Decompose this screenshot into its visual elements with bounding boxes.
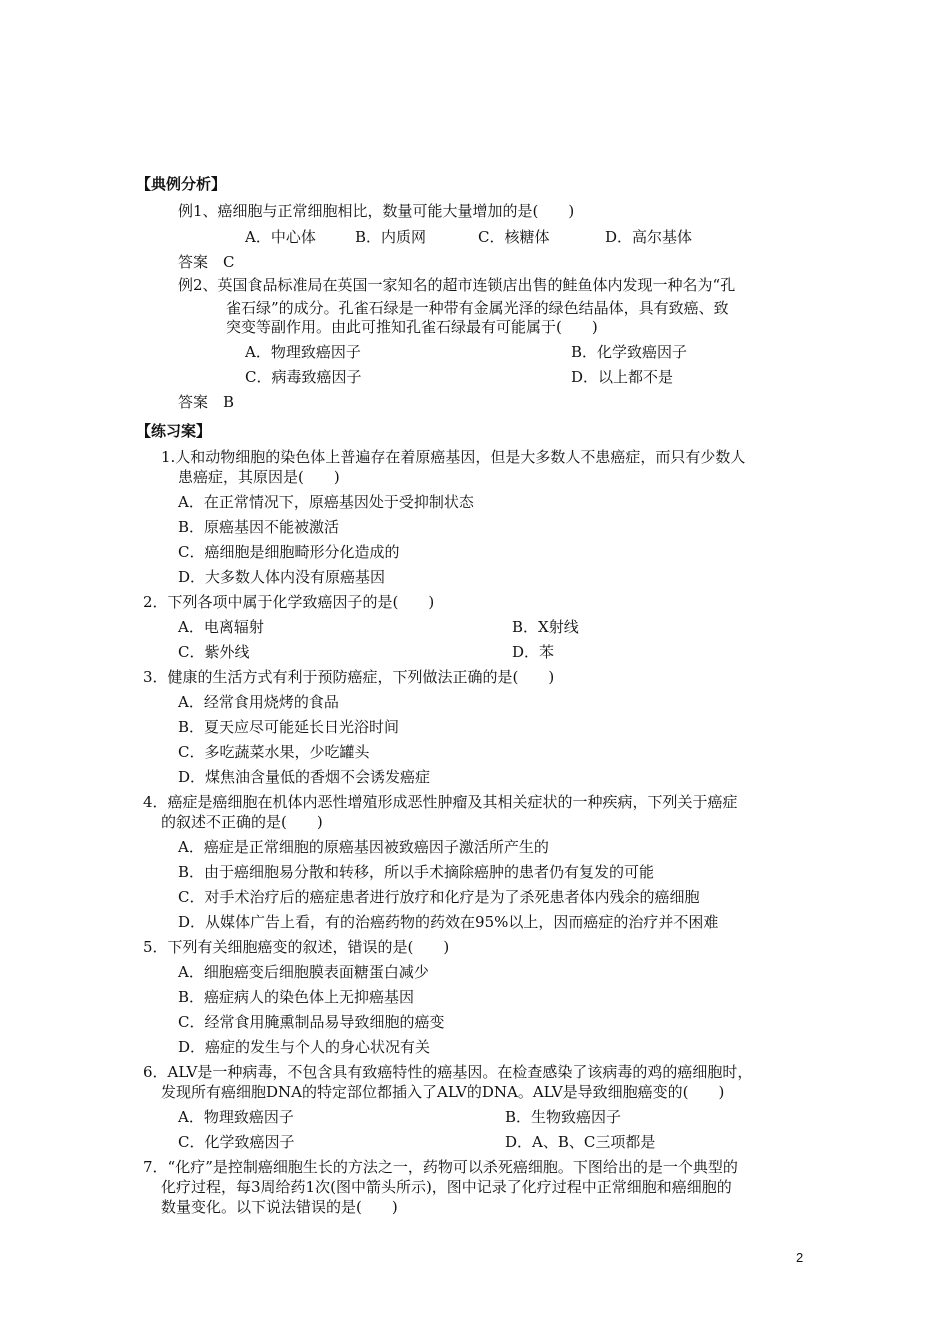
- question-4-option-a: A．癌症是正常细胞的原癌基因被致癌因子激活所产生的: [178, 838, 549, 856]
- question-1-line-2: 患癌症，其原因是( ): [178, 468, 340, 486]
- question-6-line-2: 发现所有癌细胞DNA的特定部位都插入了ALV的DNA。ALV是导致细胞癌变的( ): [161, 1083, 725, 1101]
- example-1-option-a: A．中心体: [245, 228, 316, 246]
- example-2-option-c: C．病毒致癌因子: [245, 368, 362, 386]
- question-5-option-b: B．癌症病人的染色体上无抑癌基因: [178, 988, 415, 1006]
- example-2-option-a: A．物理致癌因子: [245, 343, 361, 361]
- example-1-question: 例1、癌细胞与正常细胞相比，数量可能大量增加的是( ): [178, 202, 575, 220]
- question-3-option-a: A．经常食用烧烤的食品: [178, 693, 339, 711]
- example-1-option-b: B．内质网: [355, 228, 427, 246]
- question-1-option-a: A．在正常情况下，原癌基因处于受抑制状态: [178, 493, 474, 511]
- question-1-line-1: 1.人和动物细胞的染色体上普遍存在着原癌基因，但是大多数人不患癌症，而只有少数人: [161, 448, 746, 466]
- question-6-option-b: B．生物致癌因子: [505, 1108, 622, 1126]
- question-7-line-2: 化疗过程，每3周给药1次(图中箭头所示)，图中记录了化疗过程中正常细胞和癌细胞的: [161, 1178, 732, 1196]
- section-heading-practice: 【练习案】: [136, 422, 212, 440]
- question-5-line-1: 5．下列有关细胞癌变的叙述，错误的是( ): [143, 938, 450, 956]
- example-1-answer: 答案 C: [178, 253, 235, 271]
- example-2-option-d: D．以上都不是: [571, 368, 674, 386]
- question-3-line-1: 3．健康的生活方式有利于预防癌症，下列做法正确的是( ): [143, 668, 555, 686]
- question-3-option-c: C．多吃蔬菜水果，少吃罐头: [178, 743, 370, 761]
- question-2-option-a: A．电离辐射: [178, 618, 264, 636]
- example-1-option-c: C．核糖体: [478, 228, 550, 246]
- question-1-option-d: D．大多数人体内没有原癌基因: [178, 568, 386, 586]
- question-6-option-c: C．化学致癌因子: [178, 1133, 295, 1151]
- example-1-option-d: D．高尔基体: [605, 228, 693, 246]
- question-6-option-a: A．物理致癌因子: [178, 1108, 294, 1126]
- question-2-option-d: D．苯: [512, 643, 555, 661]
- question-6-option-d: D．A、B、C三项都是: [505, 1133, 656, 1151]
- question-3-option-d: D．煤焦油含量低的香烟不会诱发癌症: [178, 768, 431, 786]
- question-4-line-1: 4．癌症是癌细胞在机体内恶性增殖形成恶性肿瘤及其相关症状的一种疾病，下列关于癌症: [143, 793, 738, 811]
- question-2-option-c: C．紫外线: [178, 643, 250, 661]
- question-7-line-3: 数量变化。以下说法错误的是( ): [161, 1198, 398, 1216]
- question-5-option-d: D．癌症的发生与个人的身心状况有关: [178, 1038, 431, 1056]
- question-4-option-d: D．从媒体广告上看，有的治癌药物的药效在95%以上，因而癌症的治疗并不困难: [178, 913, 719, 931]
- question-5-option-a: A．细胞癌变后细胞膜表面糖蛋白减少: [178, 963, 429, 981]
- question-3-option-b: B．夏天应尽可能延长日光浴时间: [178, 718, 400, 736]
- example-2-line-1: 例2、英国食品标准局在英国一家知名的超市连锁店出售的鲑鱼体内发现一种名为“孔: [178, 276, 736, 294]
- page-number: 2: [796, 1250, 804, 1265]
- question-4-option-b: B．由于癌细胞易分散和转移，所以手术摘除癌肿的患者仍有复发的可能: [178, 863, 655, 881]
- question-2-line-1: 2．下列各项中属于化学致癌因子的是( ): [143, 593, 435, 611]
- question-4-line-2: 的叙述不正确的是( ): [161, 813, 323, 831]
- question-5-option-c: C．经常食用腌熏制品易导致细胞的癌变: [178, 1013, 445, 1031]
- question-7-line-1: 7．“化疗”是控制癌细胞生长的方法之一，药物可以杀死癌细胞。下图给出的是一个典型的: [143, 1158, 738, 1176]
- question-4-option-c: C．对手术治疗后的癌症患者进行放疗和化疗是为了杀死患者体内残余的癌细胞: [178, 888, 700, 906]
- question-6-line-1: 6．ALV是一种病毒，不包含具有致癌特性的癌基因。在检查感染了该病毒的鸡的癌细胞时，: [143, 1063, 753, 1081]
- example-2-line-2: 雀石绿”的成分。孔雀石绿是一种带有金属光泽的绿色结晶体，具有致癌、致: [226, 299, 729, 317]
- example-2-answer: 答案 B: [178, 393, 235, 411]
- question-2-option-b: B．X射线: [512, 618, 579, 636]
- example-2-option-b: B．化学致癌因子: [571, 343, 688, 361]
- question-1-option-b: B．原癌基因不能被激活: [178, 518, 340, 536]
- example-2-line-3: 突变等副作用。由此可推知孔雀石绿最有可能属于( ): [226, 318, 598, 336]
- section-heading-examples: 【典例分析】: [136, 175, 227, 193]
- question-1-option-c: C．癌细胞是细胞畸形分化造成的: [178, 543, 400, 561]
